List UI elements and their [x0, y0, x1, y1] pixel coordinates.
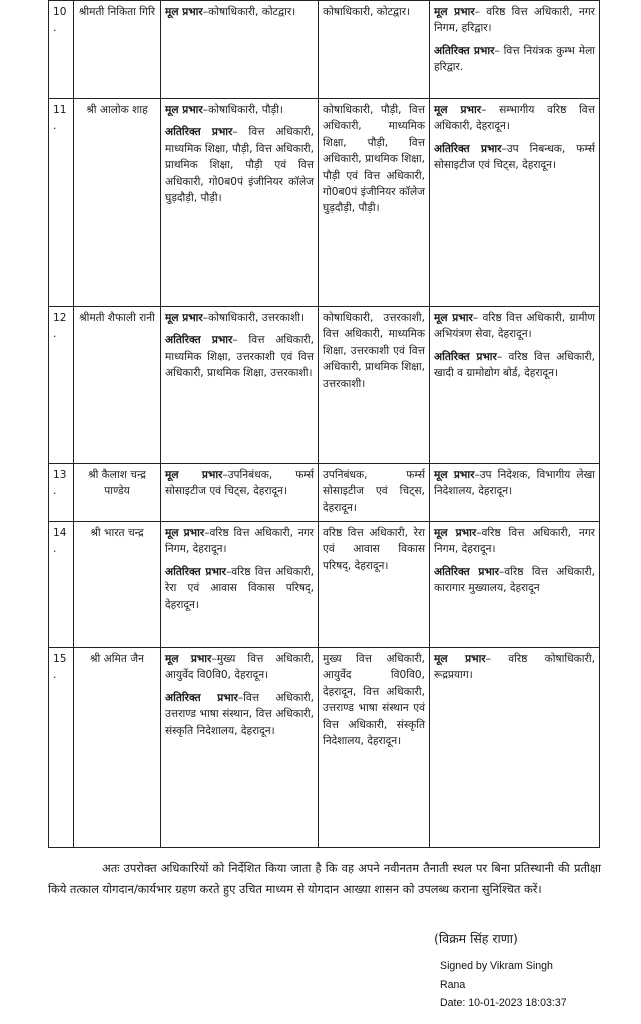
table-row [49, 522, 600, 648]
charge-text: – वरिष्ठ कोषाधिकारी, रूद्रप्रयाग। [434, 653, 595, 682]
charge-entry [434, 349, 595, 382]
previous-posting-cell: कोषाधिकारी, पौड़ी, वित्त अधिकारी, माध्यमिक शिक्षा, पौड़ी, वित्त अधिकारी, प्राथमिक शिक्षा, पौड़ी एवं वित्त अधिकारी, गो0ब0पं इंजीनियर कॉलेज घुड़दौड़ी, पौड़ी। [319, 99, 430, 307]
previous-posting-cell: उपनिबंधक, फर्म्स सोसाइटीज एवं चिट्स, देहरादून। [319, 464, 430, 522]
charge-text: –कोषाधिकारी, उत्तरकाशी। [202, 312, 305, 324]
charge-entry [434, 651, 595, 684]
charge-label: मूल प्रभार [165, 104, 203, 116]
transfer-table-body [49, 1, 600, 848]
charge-entry [434, 564, 595, 597]
signed-by-line-cont: Rana [440, 978, 466, 991]
charge-entry [165, 310, 314, 326]
charge-label: मूल प्रभार [165, 527, 205, 539]
table-row [49, 1, 600, 99]
officer-name-cell: श्री अमित जैन [74, 648, 161, 848]
previous-posting-cell: कोषाधिकारी, कोटद्वार। [319, 1, 430, 99]
charge-label: मूल प्रभार [434, 6, 475, 18]
new-posting-cell [430, 464, 600, 522]
new-posting-cell [430, 648, 600, 848]
charge-label: अतिरिक्त प्रभार [434, 350, 497, 363]
charge-text: – वरिष्ठ वित्त अधिकारी, नगर निगम, हरिद्वार। [434, 6, 595, 35]
serial-number-cell: 12. [49, 307, 74, 464]
officer-name-cell: श्रीमती निकिता गिरि [74, 1, 161, 99]
new-posting-cell [430, 99, 600, 307]
charge-text: – वरिष्ठ वित्त अधिकारी, खादी व ग्रामोद्योग बोर्ड, देहरादून। [434, 350, 595, 380]
charge-entry [165, 467, 314, 500]
charge-text: –वरिष्ठ वित्त अधिकारी, नगर निगम, देहरादून। [434, 527, 595, 556]
charge-text: – वित्त अधिकारी, माध्यमिक शिक्षा, उत्तरकाशी एवं वित्त अधिकारी, प्राथमिक शिक्षा, उत्तरकाशी। [165, 334, 314, 380]
charge-text: – सम्भागीय वरिष्ठ वित्त अधिकारी, देहरादून। [434, 104, 595, 133]
digital-signature-stamp [440, 957, 567, 1013]
charge-text: – वित्त अधिकारी, माध्यमिक शिक्षा, पौड़ी, वित्त अधिकारी, प्राथमिक शिक्षा, पौड़ी एवं वित्त अधिकारी, गो0ब0पं इंजीनियर कॉलेज घुड़दौड़ी, पौड़ी। [165, 126, 314, 205]
charge-label: मूल प्रभार [434, 653, 486, 665]
charge-entry [434, 467, 595, 500]
signature-block [428, 930, 567, 1013]
charge-text: –वित्त अधिकारी, उत्तराण्ड भाषा संस्थान, वित्त अधिकारी, संस्कृति निदेशालय, देहरादून। [165, 691, 314, 737]
signature-date: Date: 10-01-2023 18:03:37 [440, 997, 567, 1010]
charge-label: अतिरिक्त प्रभार [434, 142, 502, 155]
charge-entry [434, 43, 595, 76]
table-row [49, 99, 600, 307]
charge-label: मूल प्रभार [165, 653, 212, 665]
current-posting-cell [161, 464, 319, 522]
charge-entry [165, 690, 314, 739]
current-posting-cell [161, 648, 319, 848]
charge-label: मूल प्रभार [165, 312, 203, 324]
charge-entry [434, 141, 595, 174]
instruction-paragraph: अतः उपरोक्त अधिकारियों को निर्देशित किया जाता है कि वह अपने नवीनतम तैनाती स्थल पर बिना प्रतिस्थानी की प्रतीक्षा किये तत्काल योगदान/कार्यभार ग्रहण करते हुए उचित माध्यम से योगदान आख्या शासन को उपलब्ध कराना सुनिश्चित करें। [48, 861, 601, 897]
charge-text: –कोषाधिकारी, कोटद्वार। [202, 6, 296, 18]
charge-label: अतिरिक्त प्रभार [165, 691, 238, 704]
charge-label: अतिरिक्त प्रभार [165, 126, 233, 139]
charge-label: मूल प्रभार [434, 527, 477, 539]
officer-name-cell: श्री आलोक शाह [74, 99, 161, 307]
charge-entry [434, 525, 595, 558]
charge-label: मूल प्रभार [434, 312, 473, 324]
current-posting-cell [161, 1, 319, 99]
new-posting-cell [430, 1, 600, 99]
table-row [49, 648, 600, 848]
charge-label: मूल प्रभार [434, 104, 482, 116]
serial-number-cell: 11. [49, 99, 74, 307]
charge-entry [165, 525, 314, 558]
serial-number-cell: 14. [49, 522, 74, 648]
charge-entry [434, 310, 595, 343]
table-row [49, 307, 600, 464]
charge-label: अतिरिक्त प्रभार [165, 334, 233, 347]
officer-name-cell: श्रीमती शैफाली रानी [74, 307, 161, 464]
charge-text: –उपनिबंधक, फर्म्स सोसाइटीज एवं चिट्स, देहरादून। [165, 469, 314, 498]
charge-entry [165, 102, 314, 118]
charge-text: –कोषाधिकारी, पौड़ी। [202, 104, 283, 116]
serial-number-cell: 13. [49, 464, 74, 522]
signed-by-line: Signed by Vikram Singh [440, 960, 553, 972]
charge-text: – वरिष्ठ वित्त अधिकारी, ग्रामीण अभियंत्रण सेवा, देहरादून। [434, 312, 595, 341]
charge-text: – वित्त नियंत्रक कुम्भ मेला हरिद्वार. [434, 44, 595, 74]
charge-text: –वरिष्ठ वित्त अधिकारी, रेरा एवं आवास विकास परिषद्, देहरादून। [165, 565, 314, 611]
previous-posting-cell: कोषाधिकारी, उत्तरकाशी, वित्त अधिकारी, माध्यमिक शिक्षा, उत्तरकाशी एवं वित्त अधिकारी, प्राथमिक शिक्षा, उत्तरकाशी। [319, 307, 430, 464]
signatory-name: (विक्रम सिंह राणा) [434, 931, 518, 946]
serial-number-cell: 15. [49, 648, 74, 848]
table-row [49, 464, 600, 522]
officer-name-cell: श्री भारत चन्द्र [74, 522, 161, 648]
officer-name-cell: श्री कैलाश चन्द्र पाण्डेय [74, 464, 161, 522]
charge-label: अतिरिक्त प्रभार [434, 565, 499, 578]
charge-text: –मुख्य वित्त अधिकारी, आयुर्वेद वि0वि0, देहरादून। [165, 653, 314, 682]
charge-text: –वरिष्ठ वित्त अधिकारी, कारागार मुख्यालय, देहरादून [434, 565, 595, 595]
serial-number-cell: 10. [49, 1, 74, 99]
current-posting-cell [161, 307, 319, 464]
previous-posting-cell: वरिष्ठ वित्त अधिकारी, रेरा एवं आवास विकास परिषद्, देहरादून। [319, 522, 430, 648]
charge-text: –उप निबन्धक, फर्म्स सोसाइटीज एवं चिट्स, देहरादून। [434, 142, 595, 172]
charge-entry [165, 564, 314, 613]
charge-text: –वरिष्ठ वित्त अधिकारी, नगर निगम, देहरादून। [165, 527, 314, 556]
transfer-table [48, 0, 600, 848]
charge-entry [165, 124, 314, 206]
charge-label: अतिरिक्त प्रभार [165, 565, 226, 578]
charge-label: मूल प्रभार [165, 469, 223, 481]
charge-label: मूल प्रभार [165, 6, 203, 18]
charge-text: –उप निदेशक, विभागीय लेखा निदेशालय, देहरादून। [434, 469, 595, 498]
previous-posting-cell: मुख्य वित्त अधिकारी, आयुर्वेद वि0वि0, देहरादून, वित्त अधिकारी, उत्तराण्ड भाषा संस्थान एवं वित्त अधिकारी, संस्कृति निदेशालय, देहरादून। [319, 648, 430, 848]
charge-entry [165, 332, 314, 381]
charge-label: अतिरिक्त प्रभार [434, 44, 495, 57]
charge-label: मूल प्रभार [434, 469, 475, 481]
charge-entry [165, 651, 314, 684]
new-posting-cell [430, 522, 600, 648]
new-posting-cell [430, 307, 600, 464]
current-posting-cell [161, 522, 319, 648]
charge-entry [434, 4, 595, 37]
charge-entry [165, 4, 314, 20]
charge-entry [434, 102, 595, 135]
current-posting-cell [161, 99, 319, 307]
